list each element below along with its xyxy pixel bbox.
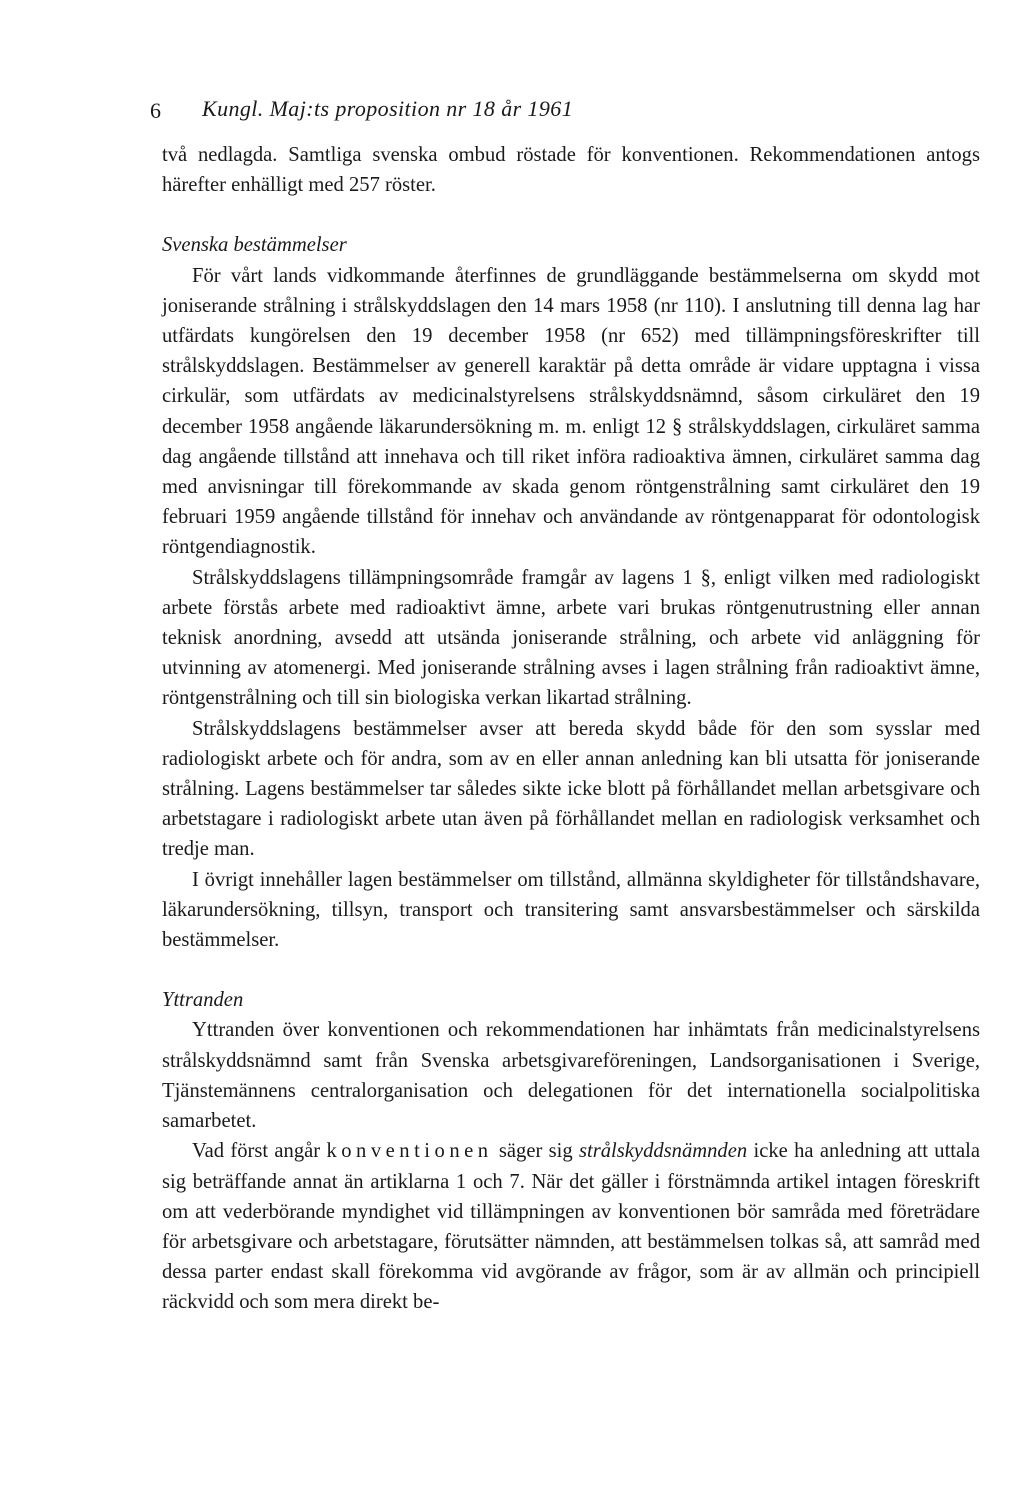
paragraph-yttranden-2-part-e: icke ha anledning att uttala sig beträffande annat än artiklarna 1 och 7. När det gäller i förstnämnda artikel intagen föreskrift om att vederbörande myndighet vid tillämpningen av konventionen bör samråda med företrädare för arbetsgivare och arbetstagare, förutsätter nämnden, att bestämmelsen tolkas så, att samråd med dessa parter endast skall förekomma vid avgörande av frågor, som är av allmän och principiell räckvidd och som mera direkt be- (162, 1140, 981, 1314)
paragraph-svenska-2: Strålskyddslagens tillämpningsområde framgår av lagens 1 §, enligt vilken med radiologiskt arbete förstås arbete med radioaktivt ämne, arbete vari brukas röntgenutrustning eller annan teknisk anordning, avsedd att utsända joniserande strålning, och arbete vid anläggning för utvinning av atomenergi. Med joniserande strålning avses i lagen strålning från radioaktivt ämne, röntgenstrålning och till sin biologiska verkan likartad strålning. (162, 566, 980, 710)
document-page (150, 92, 981, 1482)
paragraph-yttranden-2-part-c: säger sig (492, 1140, 579, 1163)
paragraph-svenska-3: Strålskyddslagens bestämmelser avser att bereda skydd både för den som sysslar med radiologiskt arbete och för andra, som av en eller annan anledning kan bli utsatta för joniserande strålning. Lagens bestämmelser tar således sikte icke blott på förhållandet mellan arbetsgivare och arbetstagare i radiologiskt arbete utan även på förhållandet mellan en radiologisk verksamhet och tredje man. (162, 717, 980, 861)
section-heading-svenska-bestammelser: Svenska bestämmelser (162, 234, 347, 257)
paragraph-svenska-1: För vårt lands vidkommande återfinnes de grundläggande bestämmelserna om skydd mot joniserande strålning i strålskyddslagen den 14 mars 1958 (nr 110). I anslutning till denna lag har utfärdats kungörelsen den 19 december 1958 (nr 652) med tillämpningsföreskrifter till strålskyddslagen. Bestämmelser av generell karaktär på detta område är vidare upptagna i vissa cirkulär, som utfärdats av medicinalstyrelsens strålskyddsnämnd, såsom cirkuläret den 19 december 1958 angående läkarundersökning m. m. enligt 12 § strålskyddslagen, cirkuläret samma dag angående tillstånd att innehava och till riket införa radioaktiva ämnen, cirkuläret samma dag med anvisningar till förekommande av skada genom röntgenstrålning samt cirkuläret den 19 februari 1959 angående tillstånd för innehav och användande av röntgenapparat för odontologisk röntgendiagnostik. (162, 264, 980, 559)
paragraph-svenska-4: I övrigt innehåller lagen bestämmelser om tillstånd, allmänna skyldigheter för tillståndshavare, läkarundersökning, tillsyn, transport och transitering samt ansvarsbestämmelser och särskilda bestämmelser. (162, 868, 980, 952)
running-title: Kungl. Maj:ts proposition nr 18 år 1961 (202, 96, 574, 121)
paragraph-yttranden-2-part-a: Vad först angår (192, 1140, 327, 1163)
section-heading-yttranden: Yttranden (162, 989, 244, 1012)
paragraph-yttranden-1: Yttranden över konventionen och rekommendationen har inhämtats från medicinalstyrelsens strålskyddsnämnd samt från Svenska arbetsgivareföreningen, Landsorganisationen i Sverige, Tjänstemännens centralorganisation och delegationen för det internationella socialpolitiska samarbetet. (162, 1019, 980, 1133)
page-number: 6 (150, 98, 161, 123)
emphasized-konventionen: konventionen (326, 1140, 493, 1163)
intro-paragraph: två nedlagda. Samtliga svenska ombud röstade för konventionen. Rekommendationen antogs härefter enhälligt med 257 röster. (162, 144, 980, 197)
emphasized-stralskyddsnamnden: strålskyddsnämnden (579, 1140, 748, 1163)
running-header (150, 92, 980, 132)
paragraph-yttranden-2 (162, 1136, 980, 1317)
